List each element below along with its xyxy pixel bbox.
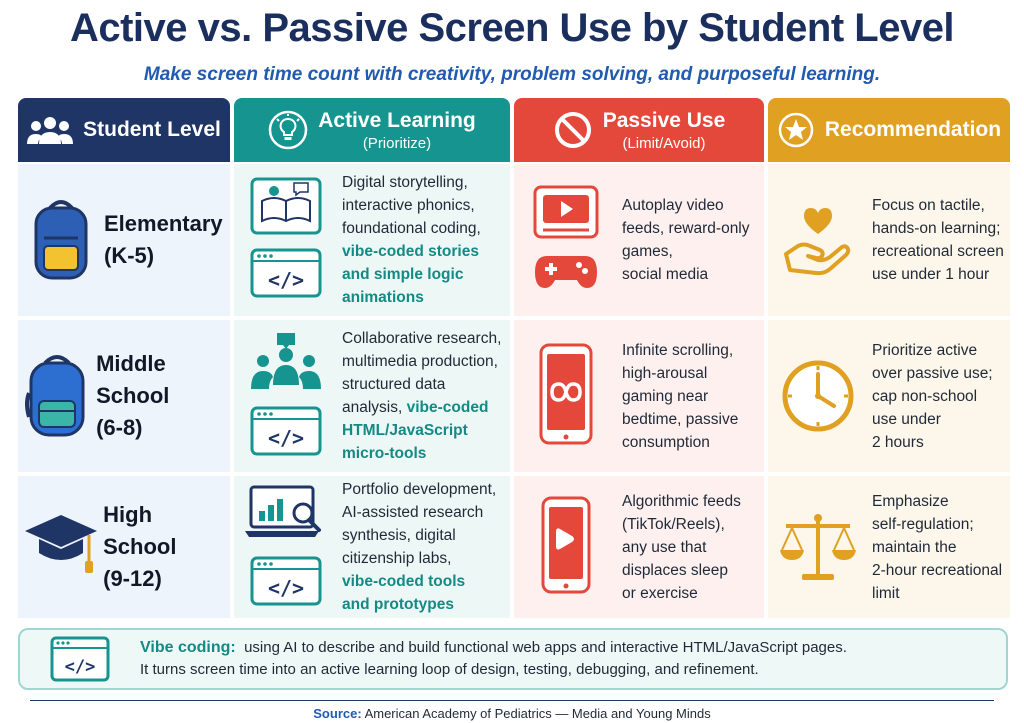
- code-window-icon: [250, 406, 322, 461]
- active-text-line: foundational coding,: [342, 220, 481, 237]
- balance-scale-icon: [772, 510, 864, 584]
- active-cell-elementary: [234, 164, 510, 316]
- level-grades: (6-8): [96, 415, 143, 440]
- storybook-icon: [250, 177, 322, 240]
- header-active-label: Active Learning: [318, 108, 476, 132]
- backpack-icon: [22, 353, 92, 439]
- rec-cell-elementary: [768, 164, 1010, 316]
- header-active-learning: [234, 98, 510, 162]
- star-badge-icon: [777, 111, 815, 149]
- active-cell-middle-school: [234, 320, 510, 472]
- header-level-label: Student Level: [83, 118, 221, 141]
- lightbulb-icon: [268, 110, 308, 150]
- passive-text-line: Autoplay video: [622, 197, 724, 214]
- level-name: High School: [103, 502, 177, 559]
- short-video-phone-icon: [540, 495, 592, 600]
- passive-cell-middle-school: [514, 320, 764, 472]
- level-name: Elementary: [104, 211, 223, 236]
- passive-text-line: social media: [622, 266, 709, 283]
- rec-text-line: maintain the: [872, 538, 957, 556]
- rec-text-line: over passive use;: [872, 364, 993, 382]
- passive-text-line: bedtime, passive: [622, 410, 739, 428]
- passive-text-line: Infinite scrolling,: [622, 341, 734, 359]
- header-active-sub: (Prioritize): [362, 134, 432, 152]
- heart-hand-icon: [772, 204, 864, 276]
- level-grades: (9-12): [103, 566, 162, 591]
- header-student-level: [18, 98, 230, 162]
- active-text-line: Digital storytelling,: [342, 174, 468, 191]
- clock-icon: [772, 358, 864, 434]
- rec-text-line: recreational screen: [872, 243, 1004, 260]
- passive-text-line: Algorithmic feeds: [622, 492, 741, 510]
- passive-text-line: (TikTok/Reels),: [622, 515, 725, 533]
- passive-text-line: gaming near: [622, 387, 709, 405]
- svg-text:</>: </>: [267, 576, 305, 600]
- header-recommendation: [768, 98, 1010, 162]
- passive-text-line: displaces sleep: [622, 561, 728, 579]
- active-highlight-line: vibe-coded tools: [342, 573, 466, 590]
- rec-text-line: Focus on tactile,: [872, 197, 985, 214]
- active-highlight-line: and prototypes: [342, 596, 454, 613]
- passive-text-line: feeds, reward-only: [622, 220, 750, 237]
- source-label: Source:: [313, 706, 362, 721]
- active-text-line: AI-assisted research: [342, 504, 484, 521]
- rec-text-line: limit: [872, 584, 900, 602]
- rec-text-line: 2-hour recreational: [872, 561, 1003, 579]
- active-text-line: structured data: [342, 376, 446, 393]
- rec-text-line: Emphasize: [872, 492, 949, 510]
- rec-text-line: self-regulation;: [872, 515, 974, 533]
- rec-text-line: 2 hours: [872, 433, 924, 451]
- prohibited-icon: [553, 110, 593, 150]
- passive-cell-high-school: [514, 476, 764, 618]
- active-highlight-line: vibe-coded: [406, 399, 489, 416]
- code-window-icon: [20, 636, 140, 682]
- active-cell-high-school: [234, 476, 510, 618]
- vibe-coding-definition: [18, 628, 1008, 690]
- header-passive-label: Passive Use: [602, 108, 726, 132]
- rec-text-line: Prioritize active: [872, 341, 978, 359]
- passive-text-line: or exercise: [622, 584, 698, 602]
- svg-text:</>: </>: [267, 426, 305, 450]
- active-text-line: Portfolio development,: [342, 481, 497, 498]
- active-highlight-line: HTML/JavaScript: [342, 422, 468, 439]
- active-highlight-line: micro-tools: [342, 445, 427, 462]
- rec-text-line: hands-on learning;: [872, 220, 1001, 237]
- passive-cell-elementary: [514, 164, 764, 316]
- rec-text-line: use under 1 hour: [872, 266, 990, 283]
- passive-text-line: games,: [622, 243, 673, 260]
- passive-text-line: any use that: [622, 538, 707, 556]
- laptop-analytics-icon: [243, 483, 329, 548]
- active-highlight-line: animations: [342, 289, 424, 306]
- gamepad-icon: [533, 250, 599, 295]
- source-text: American Academy of Pediatrics — Media and Young Minds: [364, 706, 711, 721]
- header-passive-use: [514, 98, 764, 162]
- level-grades: (K-5): [104, 243, 155, 268]
- active-text-line: Collaborative research,: [342, 330, 502, 347]
- students-group-icon: [27, 114, 73, 146]
- active-text-line: synthesis, digital: [342, 527, 456, 544]
- footer-divider: [30, 700, 994, 701]
- svg-text:</>: </>: [64, 657, 96, 677]
- active-highlight-line: and simple logic: [342, 266, 464, 283]
- rec-cell-middle-school: [768, 320, 1010, 472]
- svg-text:</>: </>: [267, 268, 305, 292]
- graduation-cap-icon: [22, 509, 99, 585]
- team-discussion-icon: [247, 331, 325, 398]
- level-cell-high-school: [18, 476, 230, 618]
- infinity-phone-icon: [538, 342, 594, 451]
- header-rec-label: Recommendation: [824, 118, 1002, 141]
- vibe-label: Vibe coding:: [140, 639, 236, 656]
- vibe-line-1: using AI to describe and build functional web apps and interactive HTML/JavaScript pages.: [244, 639, 847, 656]
- code-window-icon: [250, 556, 322, 611]
- rec-text-line: cap non-school: [872, 387, 978, 405]
- level-cell-middle-school: [18, 320, 230, 472]
- vibe-line-2: It turns screen time into an active learning loop of design, testing, debugging, and refinement.: [140, 661, 759, 678]
- active-text-line: citizenship labs,: [342, 550, 452, 567]
- rec-text-line: use under: [872, 410, 941, 428]
- passive-text-line: consumption: [622, 433, 710, 451]
- header-passive-sub: (Limit/Avoid): [622, 134, 706, 152]
- active-highlight-line: vibe-coded stories: [342, 243, 479, 260]
- rec-cell-high-school: [768, 476, 1010, 618]
- active-text-line: interactive phonics,: [342, 197, 475, 214]
- code-window-icon: [250, 248, 322, 303]
- active-text-line: analysis,: [342, 399, 403, 416]
- page-title: Active vs. Passive Screen Use by Student Level: [69, 6, 955, 50]
- level-name: Middle School: [96, 351, 170, 408]
- passive-text-line: high-arousal: [622, 364, 708, 382]
- video-player-icon: [533, 185, 599, 244]
- level-cell-elementary: [18, 164, 230, 316]
- backpack-icon: [22, 198, 100, 282]
- page-subtitle: Make screen time count with creativity, problem solving, and purposeful learning.: [143, 64, 881, 85]
- source-citation: [0, 706, 1024, 721]
- active-text-line: multimedia production,: [342, 353, 498, 370]
